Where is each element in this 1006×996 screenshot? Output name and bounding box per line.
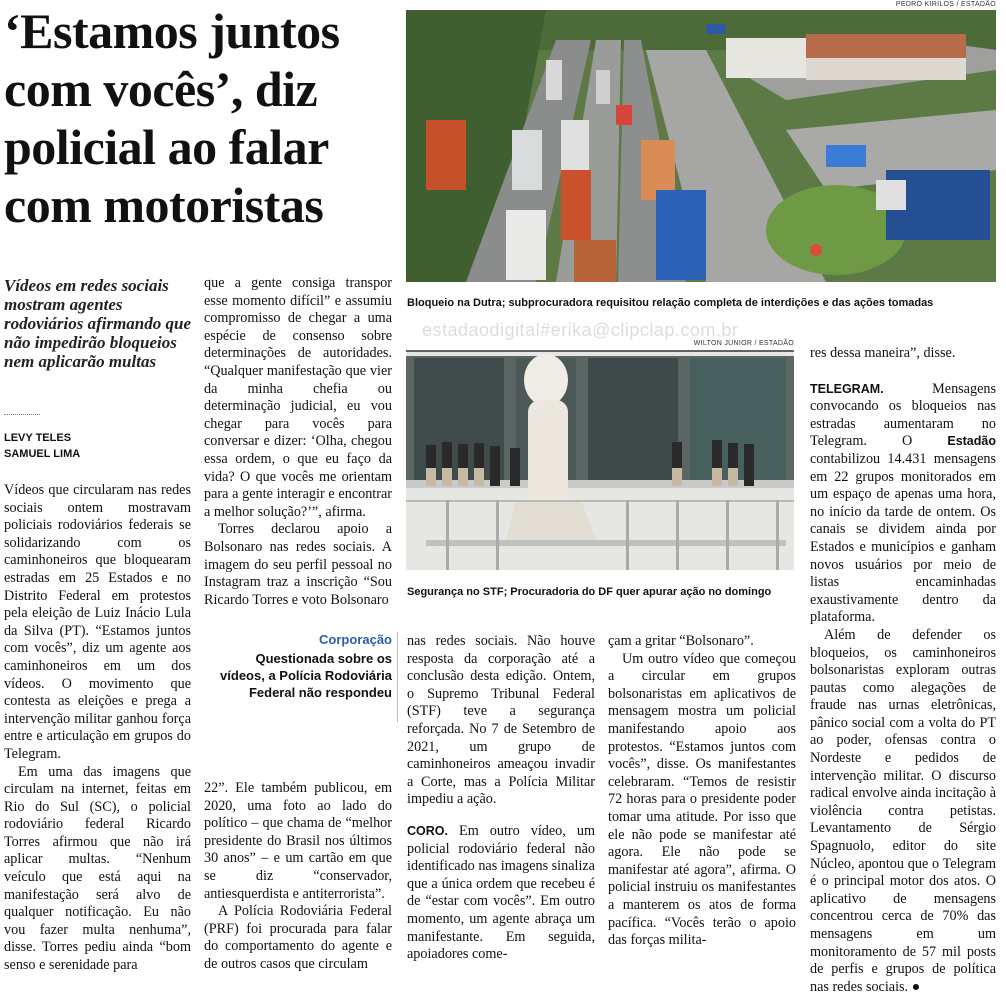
paragraph: A Polícia Rodoviária Federal (PRF) foi procurada para falar do comportamento do agente e de outros casos que circulam bbox=[204, 903, 392, 972]
paragraph: 22”. Ele também publicou, em 2020, uma foto ao lado do político – que chama de “melhor presidente do Brasil nos últimos 30 anos” – e um cartão em que se diz “conservador, antiesquerdista e antiterrorista”. bbox=[204, 780, 392, 902]
byline-author-1: LEVY TELES bbox=[4, 432, 72, 444]
pull-quote-text: Questionada sobre os vídeos, a Polícia Rodoviária Federal não respondeu bbox=[220, 651, 392, 700]
column-5 bbox=[810, 345, 996, 996]
end-mark-icon: ● bbox=[911, 978, 921, 995]
column-1 bbox=[4, 482, 191, 975]
subheadline: Vídeos em redes sociais mostram agentes rodoviários afirmando que não impedirão bloqueios nem aplicarão multas bbox=[4, 276, 192, 371]
column-rule bbox=[397, 632, 398, 722]
column-2-top bbox=[204, 275, 392, 609]
highway-photo bbox=[406, 10, 996, 282]
paragraph: nas redes sociais. Não houve resposta da corporação até a conclusão desta edição. Ontem, o Supremo Tribunal Federal (STF) teve a segurança reforçada. No 7 de Setembro de 2021, um grupo de caminhoneiros ameaçou invadir a Corte, mas a Polícia Militar impediu a ação. bbox=[407, 633, 595, 808]
column-4 bbox=[608, 633, 796, 950]
photo-credit: PEDRO KIRILOS / ESTADÃO bbox=[895, 1, 996, 8]
paragraph: Em uma das imagens que circulam na internet, feitas em Rio do Sul (SC), o policial rodoviário federal Ricardo Torres afirmou que não irá aplicar multas. “Nenhum veículo que está aqui na manifestação será alvo de qualquer notificação. Eu não vou fazer multa nenhuma”, disse. Torres pediu ainda “bom senso e serenidade para bbox=[4, 763, 191, 974]
paragraph: CORO. Em outro vídeo, um policial rodoviário federal não identificado nas imagens sinaliza que a única ordem que recebeu é de “estar com vocês”. Em outro momento, um agente abraça um manifestante. Em seguida, apoiadores come- bbox=[407, 822, 595, 963]
paragraph: Além de defender os bloqueios, os caminhoneiros bolsonaristas exploram outras pautas como alegações de fraude nas urnas eletrônicas, pânico social com a volta do PT ao poder, ofensas contra o Nordeste e pedidos de intervenção militar. O discurso radical envolve ainda incitação à violência contra petistas. Levantamento de Sérgio Spagnuolo, editor do site Núcleo, apontou que o Telegram é o principal motor dos atos. O aplicativo de mensagens concentrou cerca de 70% das mensagens em um monitoramento de 57 mil posts de perfis e grupos de política nas redes sociais. ● bbox=[810, 626, 996, 995]
photo-caption: Segurança no STF; Procuradoria do DF quer apurar ação no domingo bbox=[407, 586, 772, 598]
column-2-bottom bbox=[204, 780, 392, 974]
paragraph: Vídeos que circularam nas redes sociais ontem mostravam policiais rodoviários federais se solidarizando com os caminhoneiros que bloquearam estradas em 25 Estados e no Distrito Federal em protestos pela eleição de Luiz Inácio Lula da Silva (PT). “Estamos juntos com vocês”, diz um agente aos caminhoneiros em um dos vídeos. O movimento que contesta as eleições e prega a intervenção militar ganhou força entre e articulação em grupos do Telegram. bbox=[4, 482, 191, 762]
photo-caption: Bloqueio na Dutra; subprocuradora requisitou relação completa de interdições e das ações tomadas bbox=[407, 297, 934, 309]
brand-name: Estadão bbox=[947, 434, 996, 449]
section-lead: CORO. bbox=[407, 823, 448, 838]
byline bbox=[4, 430, 80, 462]
paragraph: Um outro vídeo que começou a circular em grupos bolsonaristas em aplicativos de mensagem mostra um policial manifestando apoio aos protestos. “Estamos juntos com vocês”, disse. Os manifestantes celebraram. “Temos de resistir 72 horas para o presidente poder tomar uma atitude. Por isso que ele não pode se manifestar até agora. Ele não pode se manifestar até agora”, afirma. O policial instruiu os manifestantes a manterem os atos de forma pacífica. “Vocês terão o apoio das forças milita- bbox=[608, 650, 796, 949]
stf-photo bbox=[406, 350, 794, 570]
paragraph: res dessa maneira”, disse. bbox=[810, 345, 956, 361]
section-lead: TELEGRAM. bbox=[810, 381, 884, 396]
paragraph: Torres declarou apoio a Bolsonaro nas redes sociais. A imagem do seu perfil pessoal no Instagram traz a inscrição “Sou Ricardo Torres e voto Bolsonaro bbox=[204, 521, 392, 608]
headline: ‘Estamos juntos com vocês’, diz policial ao falar com motoristas bbox=[4, 3, 340, 233]
column-3 bbox=[407, 633, 595, 964]
pull-quote-kicker: Corporação bbox=[319, 632, 392, 647]
divider bbox=[4, 414, 40, 415]
paragraph: çam a gritar “Bolsonaro”. bbox=[608, 633, 754, 649]
paragraph: TELEGRAM. Mensagens convocando os bloqueios nas estradas aumentaram no Telegram. O Estadão contabilizou 14.431 mensagens em 22 grupos monitorados em um espaço de apenas uma hora, no início da tarde de ontem. Os canais se dividem ainda por Estados e municípios e ganham novos usuários por meio de listas encaminhadas exaustivamente dentro da plataforma. bbox=[810, 380, 996, 626]
watermark: estadaodigital#erika@clipclap.com.br bbox=[422, 320, 739, 340]
photo-credit: WILTON JUNIOR / ESTADÃO bbox=[693, 340, 794, 347]
paragraph: que a gente consiga transpor esse momento difícil” e assumiu compromisso de chegar a uma espécie de consenso sobre determinações de autoridades. “Qualquer manifestação que vier da minha chefia ou determinação judicial, eu vou chegar para vocês para conversar e dizer: ‘Olha, chegou essa ordem, o que eu faço da vida? O que vocês me orientam para a gente interagir e encontrar a melhor solução?’”, afirma. bbox=[204, 275, 392, 520]
byline-author-2: SAMUEL LIMA bbox=[4, 448, 81, 460]
pull-quote bbox=[212, 632, 392, 701]
